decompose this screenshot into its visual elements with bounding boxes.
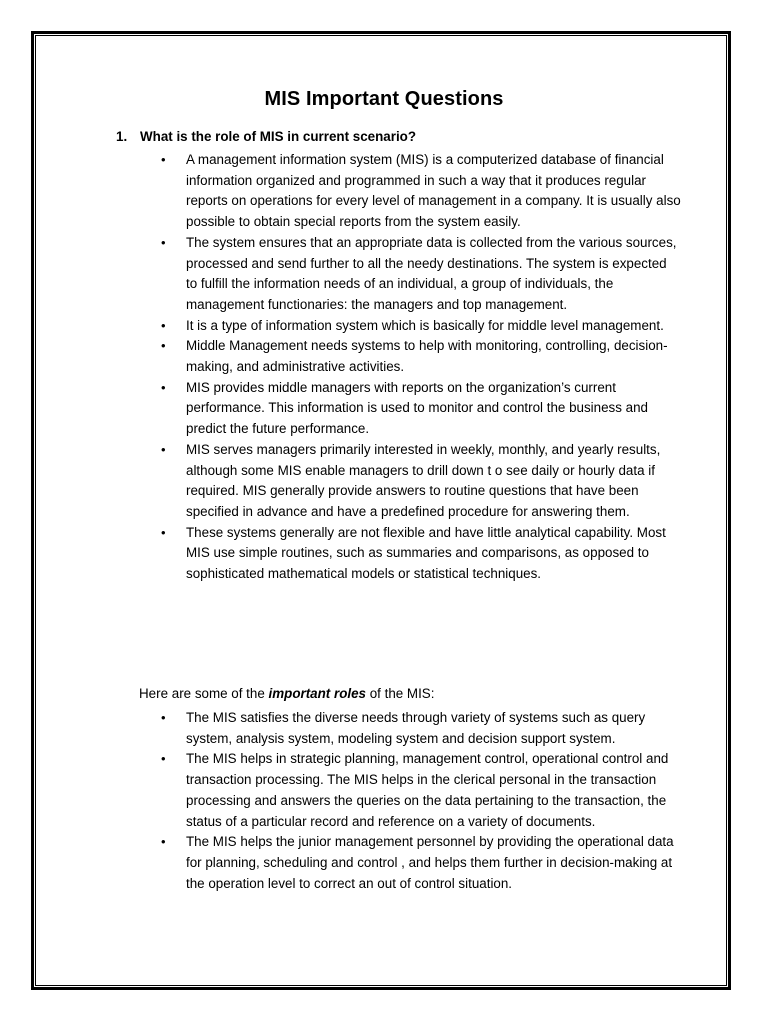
roles-intro-suffix: of the MIS: [365,686,435,701]
list-item [163,708,681,749]
list-item-text: A management information system (MIS) is a computerized database of financial information organized and programmed in such a way that it produces regular reports on operations for every level of management in a company. It is usually also possible to obtain special reports from the system easily. [186,152,681,230]
bullet-icon: • [161,751,166,767]
list-item-text: MIS provides middle managers with reports on the organization’s current performance. This information is used to monitor and control the business and predict the future performance. [186,379,648,437]
list-item [163,336,681,377]
list-item [163,316,681,337]
question-number: 1. [116,129,128,144]
question-text: What is the role of MIS in current scenario? [140,129,417,144]
list-item [163,150,681,233]
list-item-text: The MIS satisfies the diverse needs through variety of systems such as query system, analysis system, modeling system and decision support system. [186,710,646,746]
bullet-icon: • [161,379,166,395]
list-item [163,378,681,440]
list-item-text: The MIS helps the junior management personnel by providing the operational data for planning, scheduling and control , and helps them further in decision-making at the operation level to correct an out of control situation. [186,834,674,891]
bullet-icon: • [161,524,166,540]
list-item-text: These systems generally are not flexible and have little analytical capability. Most MIS use simple routines, such as summaries and comparisons, as opposed to sophisticated mathematical models or statistical techniques. [186,524,666,582]
bullet-icon: • [161,834,166,850]
list-item-text: Middle Management needs systems to help with monitoring, controlling, decision-making, and administrative activities. [186,338,668,375]
list-item [163,440,681,523]
roles-intro-prefix: Here are some of the [139,686,269,701]
bullet-icon: • [161,234,166,250]
roles-intro-emphasis: important roles [268,686,366,701]
bullet-icon: • [161,317,166,333]
list-item-text: The system ensures that an appropriate data is collected from the various sources, processed and send further to all the needy destinations. The system is expected to fulfill the information needs of an individual, a group of individuals, the management functionaries: the managers and top management. [186,234,677,312]
list-item [163,523,681,585]
bullet-icon: • [161,152,166,167]
list-item-text: The MIS helps in strategic planning, management control, operational control and transaction processing. The MIS helps in the clerical personal in the transaction processing and answers the queries on the data pertaining to the transaction, the status of a particular record and reference on a variety of documents. [186,751,669,829]
role-bullet-list [163,150,681,585]
list-item [163,832,681,894]
list-item-text: MIS serves managers primarily interested in weekly, monthly, and yearly results, although some MIS enable managers to drill down t o see daily or hourly data if required. MIS generally provide answers to routine questions that have been specified in advance and have a predefined procedure for answering them. [186,441,661,519]
question-heading [116,129,416,144]
list-item [163,749,681,832]
list-item-text: It is a type of information system which is basically for middle level management. [186,317,664,333]
bullet-icon: • [161,710,166,725]
bullet-icon: • [161,441,166,457]
roles-intro [139,686,434,701]
list-item [163,233,681,316]
page-title: MIS Important Questions [264,88,504,110]
bullet-icon: • [161,338,166,354]
important-roles-list [163,708,681,894]
